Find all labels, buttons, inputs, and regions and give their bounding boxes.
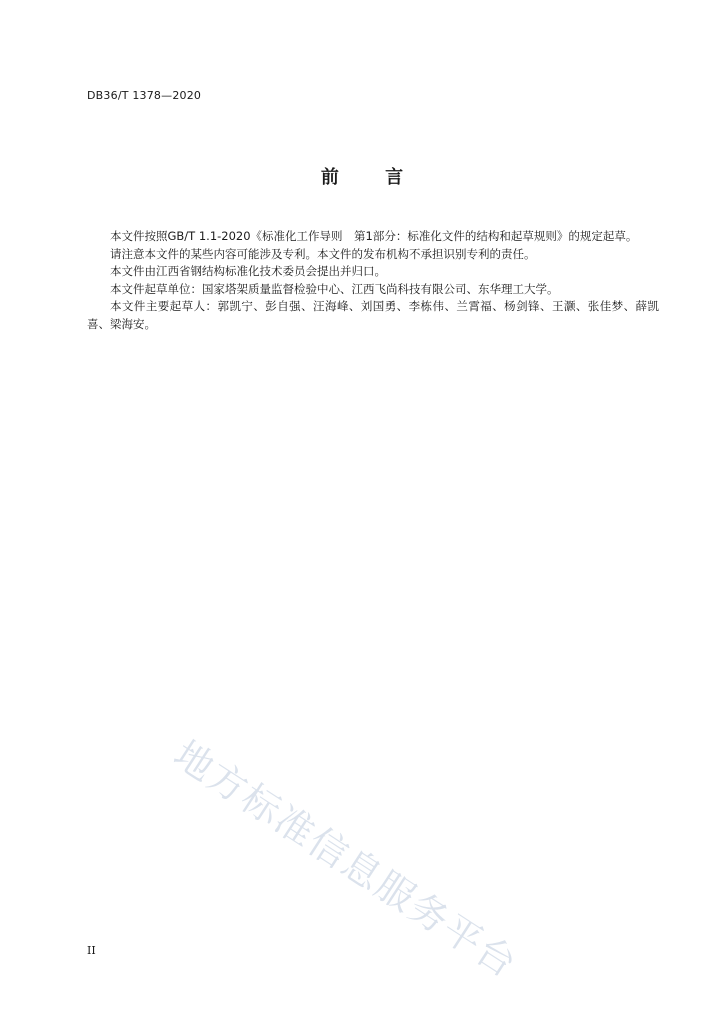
paragraph: 本文件由江西省钢结构标准化技术委员会提出并归口。 [110,264,386,278]
paragraph: 请注意本文件的某些内容可能涉及专利。本文件的发布机构不承担识别专利的责任。 [110,246,536,261]
document-body [87,228,659,333]
page-title: 前 言 [320,167,424,188]
document-code: DB36/T 1378—2020 [87,89,202,102]
watermark: 地方标准信息服务平台 [166,731,526,987]
paragraph: 本文件起草单位：国家塔架质量监督检验中心、江西飞尚科技有限公司、东华理工大学。 [110,281,559,296]
paragraph: 本文件按照GB/T 1.1-2020《标准化工作导则 第1部分：标准化文件的结构和起草规则》的规定起草。 [110,229,638,243]
page-number: II [87,944,96,957]
paragraph: 本文件主要起草人：郭凯宁、彭自强、汪海峰、刘国勇、李栋伟、兰霄福、杨剑锋、王灏、张佳梦、薛凯喜、梁海安。 [87,299,659,331]
